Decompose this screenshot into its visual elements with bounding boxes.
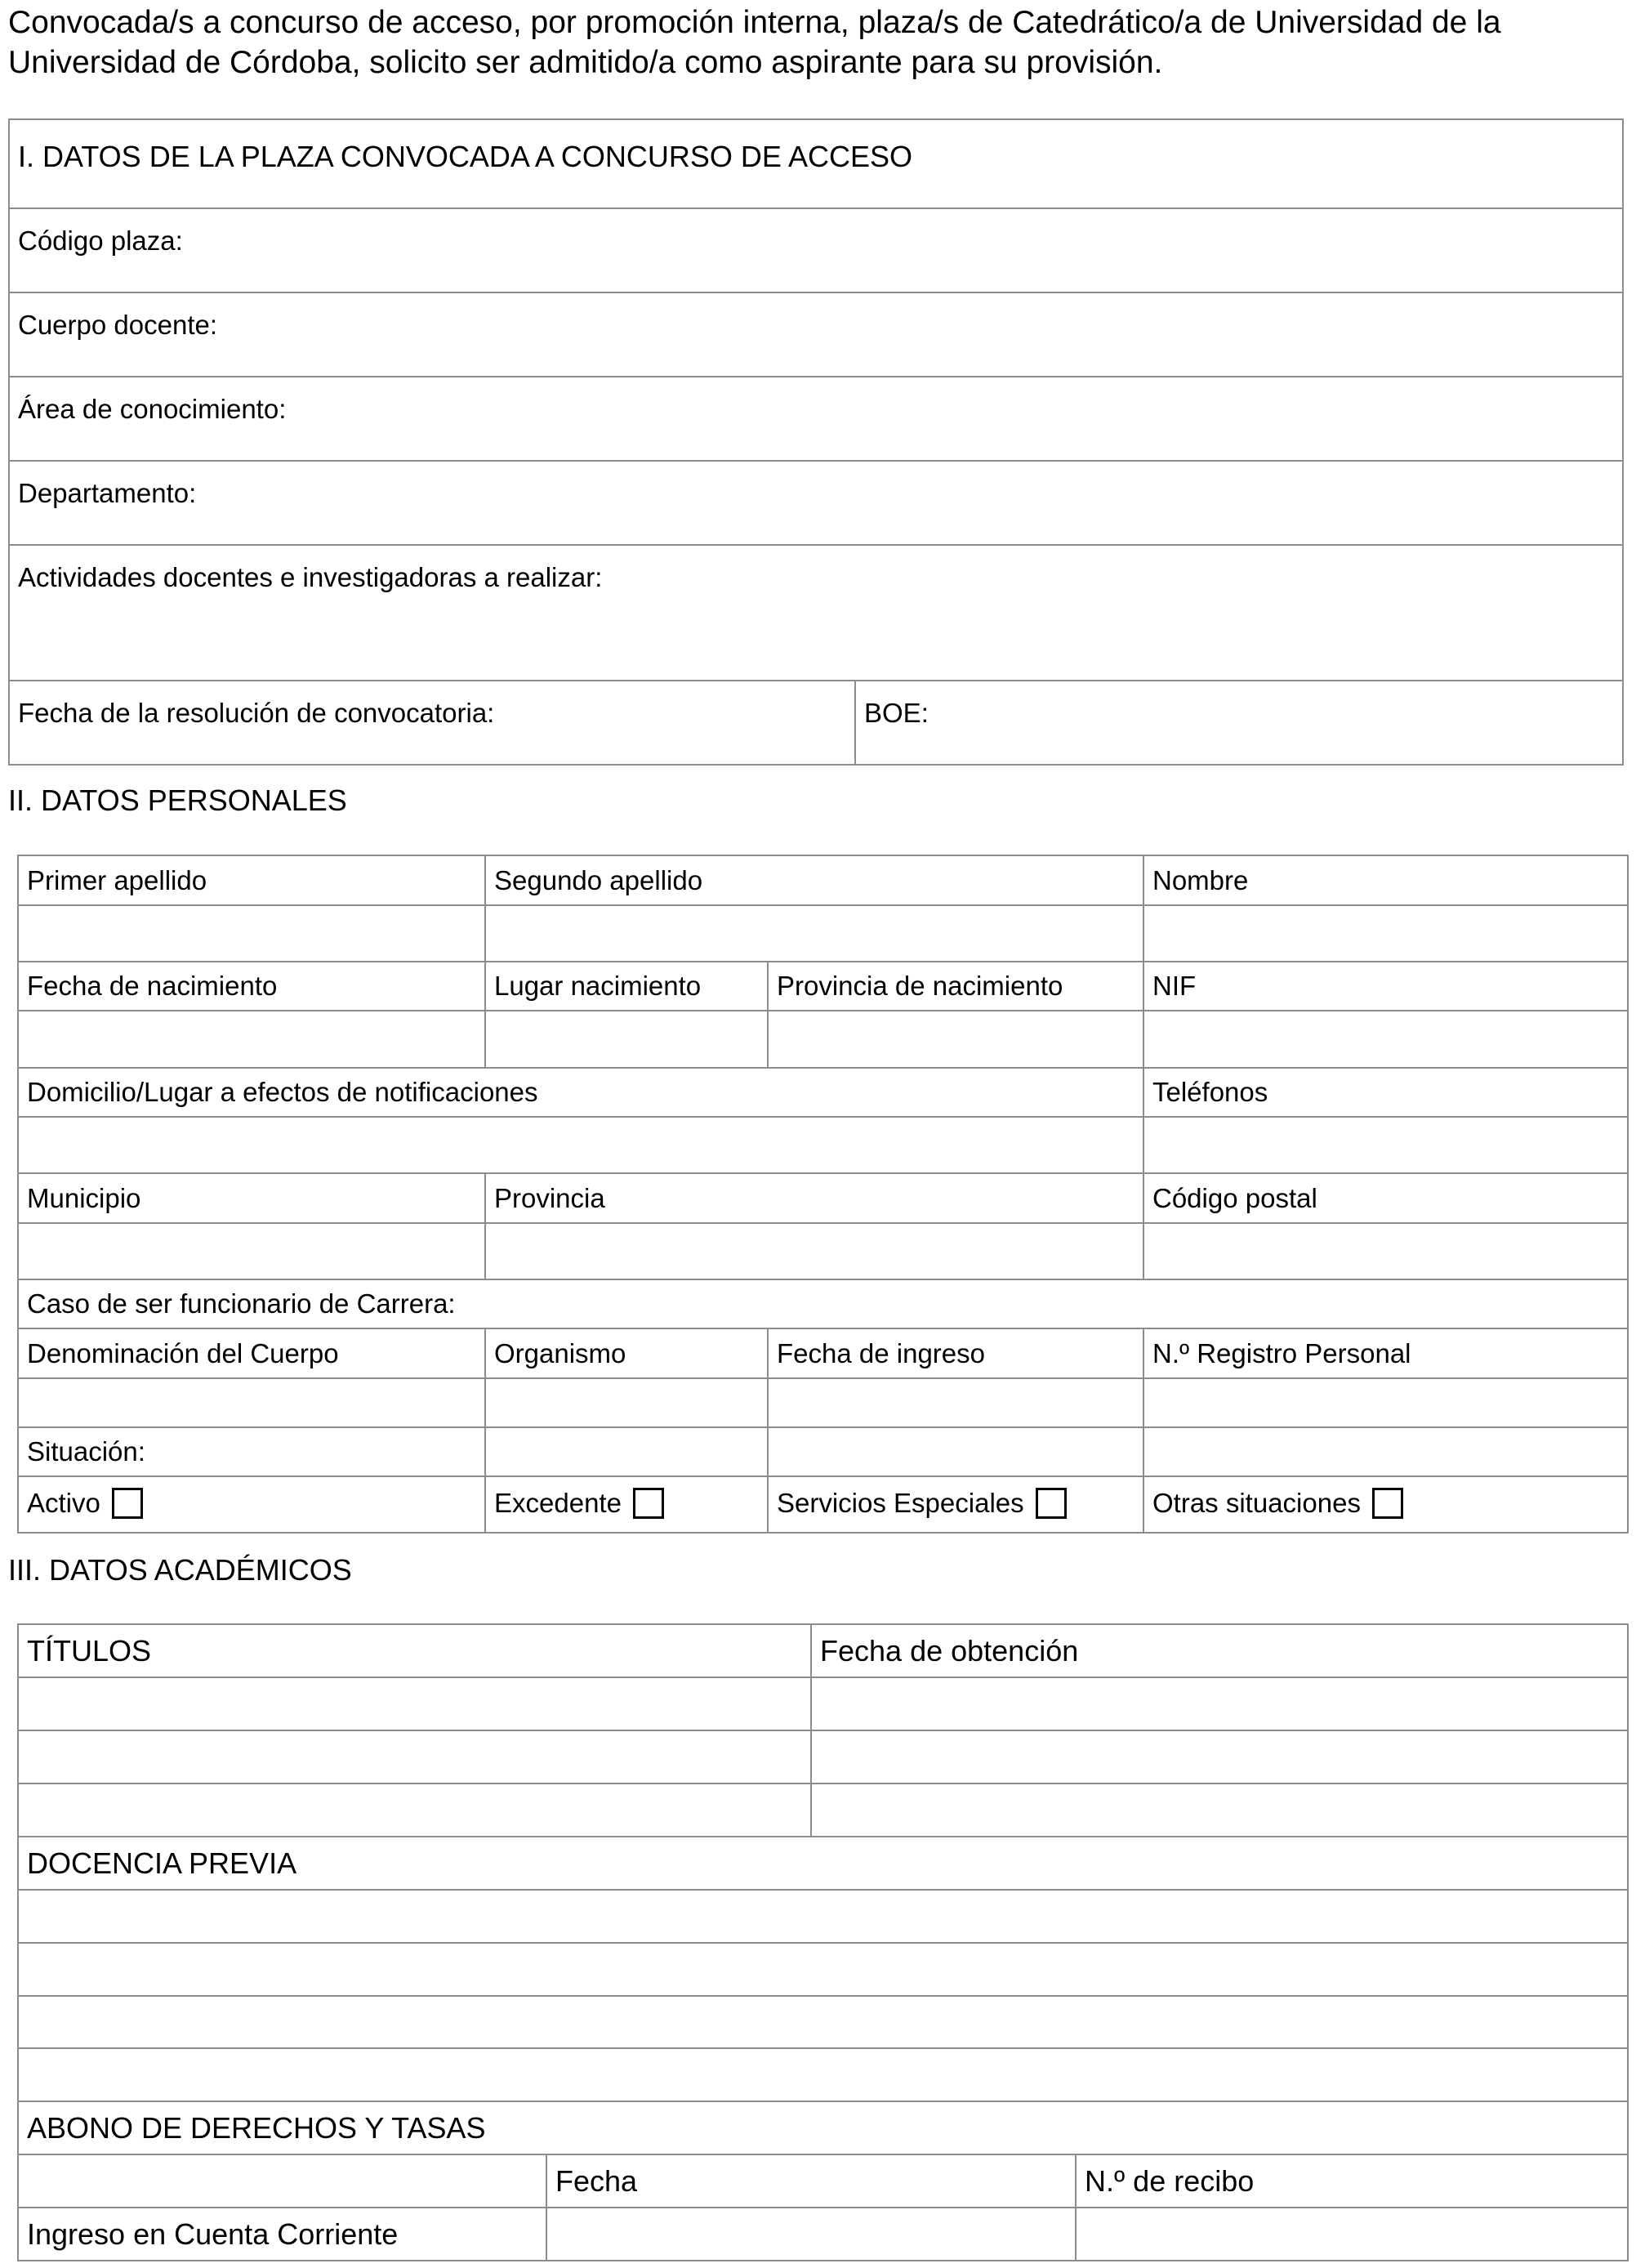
fecha-obtencion-header: Fecha de obtención <box>811 1624 1628 1677</box>
section-3-heading: III. DATOS ACADÉMICOS <box>8 1553 352 1587</box>
abono-empty-cell <box>18 2154 546 2208</box>
situacion-empty-cell <box>1143 1427 1628 1476</box>
datos-academicos-table <box>17 1623 1629 2261</box>
fecha-ingreso-input[interactable] <box>768 1378 1143 1427</box>
numero-recibo-label: N.º de recibo <box>1076 2154 1628 2208</box>
actividades-field[interactable]: Actividades docentes e investigadoras a realizar: <box>9 545 1623 681</box>
nombre-input[interactable] <box>1143 905 1628 962</box>
provincia-nacimiento-label: Provincia de nacimiento <box>768 962 1143 1011</box>
organismo-label: Organismo <box>485 1328 768 1378</box>
intro-paragraph: Convocada/s a concurso de acceso, por promoción interna, plaza/s de Catedrático/a de Universidad de la Universidad de Córdoba, solicito ser admitido/a como aspirante para su provisión. <box>8 5 1501 80</box>
servicios-especiales-checkbox[interactable] <box>1036 1488 1067 1519</box>
primer-apellido-input[interactable] <box>18 905 485 962</box>
servicios-especiales-option <box>768 1476 1143 1533</box>
otras-situaciones-label: Otras situaciones <box>1152 1488 1361 1519</box>
lugar-nacimiento-label: Lugar nacimiento <box>485 962 768 1011</box>
fecha-nacimiento-input[interactable] <box>18 1011 485 1068</box>
docencia-previa-input[interactable] <box>18 1996 1628 2048</box>
docencia-previa-input[interactable] <box>18 1890 1628 1943</box>
cuerpo-docente-field[interactable]: Cuerpo docente: <box>9 292 1623 377</box>
activo-checkbox[interactable] <box>112 1488 143 1519</box>
fecha-ingreso-label: Fecha de ingreso <box>768 1328 1143 1378</box>
otras-situaciones-checkbox[interactable] <box>1372 1488 1403 1519</box>
codigo-postal-input[interactable] <box>1143 1223 1628 1279</box>
denominacion-cuerpo-label: Denominación del Cuerpo <box>18 1328 485 1378</box>
plaza-table <box>8 118 1624 766</box>
situacion-label: Situación: <box>18 1427 485 1476</box>
domicilio-input[interactable] <box>18 1117 1143 1173</box>
abono-header: ABONO DE DERECHOS Y TASAS <box>18 2101 1628 2154</box>
excedente-option <box>485 1476 768 1533</box>
nombre-label: Nombre <box>1143 855 1628 905</box>
docencia-previa-input[interactable] <box>18 2048 1628 2101</box>
situacion-empty-cell <box>768 1427 1143 1476</box>
datos-personales-table <box>17 855 1629 1534</box>
fecha-nacimiento-label: Fecha de nacimiento <box>18 962 485 1011</box>
activo-option <box>18 1476 485 1533</box>
departamento-field[interactable]: Departamento: <box>9 461 1623 545</box>
codigo-plaza-field[interactable]: Código plaza: <box>9 208 1623 292</box>
primer-apellido-label: Primer apellido <box>18 855 485 905</box>
municipio-input[interactable] <box>18 1223 485 1279</box>
codigo-postal-label: Código postal <box>1143 1173 1628 1223</box>
telefonos-label: Teléfonos <box>1143 1068 1628 1117</box>
denominacion-cuerpo-input[interactable] <box>18 1378 485 1427</box>
docencia-previa-input[interactable] <box>18 1943 1628 1996</box>
fecha-obtencion-input[interactable] <box>811 1677 1628 1730</box>
nif-input[interactable] <box>1143 1011 1628 1068</box>
situacion-empty-cell <box>485 1427 768 1476</box>
section-1-title: I. DATOS DE LA PLAZA CONVOCADA A CONCURSO DE ACCESO <box>9 119 1623 208</box>
area-conocimiento-field[interactable]: Área de conocimiento: <box>9 377 1623 461</box>
nif-label: NIF <box>1143 962 1628 1011</box>
titulo-input[interactable] <box>18 1730 811 1784</box>
segundo-apellido-input[interactable] <box>485 905 1143 962</box>
titulo-input[interactable] <box>18 1677 811 1730</box>
domicilio-label: Domicilio/Lugar a efectos de notificaciones <box>18 1068 1143 1117</box>
provincia-nacimiento-input[interactable] <box>768 1011 1143 1068</box>
fecha-label: Fecha <box>546 2154 1076 2208</box>
docencia-previa-header: DOCENCIA PREVIA <box>18 1837 1628 1890</box>
excedente-checkbox[interactable] <box>633 1488 664 1519</box>
section-2-heading: II. DATOS PERSONALES <box>8 784 347 817</box>
segundo-apellido-label: Segundo apellido <box>485 855 1143 905</box>
titulo-input[interactable] <box>18 1784 811 1837</box>
ingreso-cuenta-label: Ingreso en Cuenta Corriente <box>18 2208 546 2261</box>
fecha-obtencion-input[interactable] <box>811 1784 1628 1837</box>
provincia-input[interactable] <box>485 1223 1143 1279</box>
excedente-label: Excedente <box>494 1488 622 1519</box>
funcionario-label: Caso de ser funcionario de Carrera: <box>18 1279 1628 1328</box>
municipio-label: Municipio <box>18 1173 485 1223</box>
registro-personal-label: N.º Registro Personal <box>1143 1328 1628 1378</box>
fecha-resolucion-field[interactable]: Fecha de la resolución de convocatoria: <box>9 681 855 765</box>
lugar-nacimiento-input[interactable] <box>485 1011 768 1068</box>
organismo-input[interactable] <box>485 1378 768 1427</box>
otras-situaciones-option <box>1143 1476 1628 1533</box>
numero-recibo-input[interactable] <box>1076 2208 1628 2261</box>
fecha-obtencion-input[interactable] <box>811 1730 1628 1784</box>
provincia-label: Provincia <box>485 1173 1143 1223</box>
titulos-header: TÍTULOS <box>18 1624 811 1677</box>
telefonos-input[interactable] <box>1143 1117 1628 1173</box>
servicios-especiales-label: Servicios Especiales <box>777 1488 1024 1519</box>
boe-field[interactable]: BOE: <box>855 681 1623 765</box>
registro-personal-input[interactable] <box>1143 1378 1628 1427</box>
fecha-input[interactable] <box>546 2208 1076 2261</box>
activo-label: Activo <box>27 1488 100 1519</box>
